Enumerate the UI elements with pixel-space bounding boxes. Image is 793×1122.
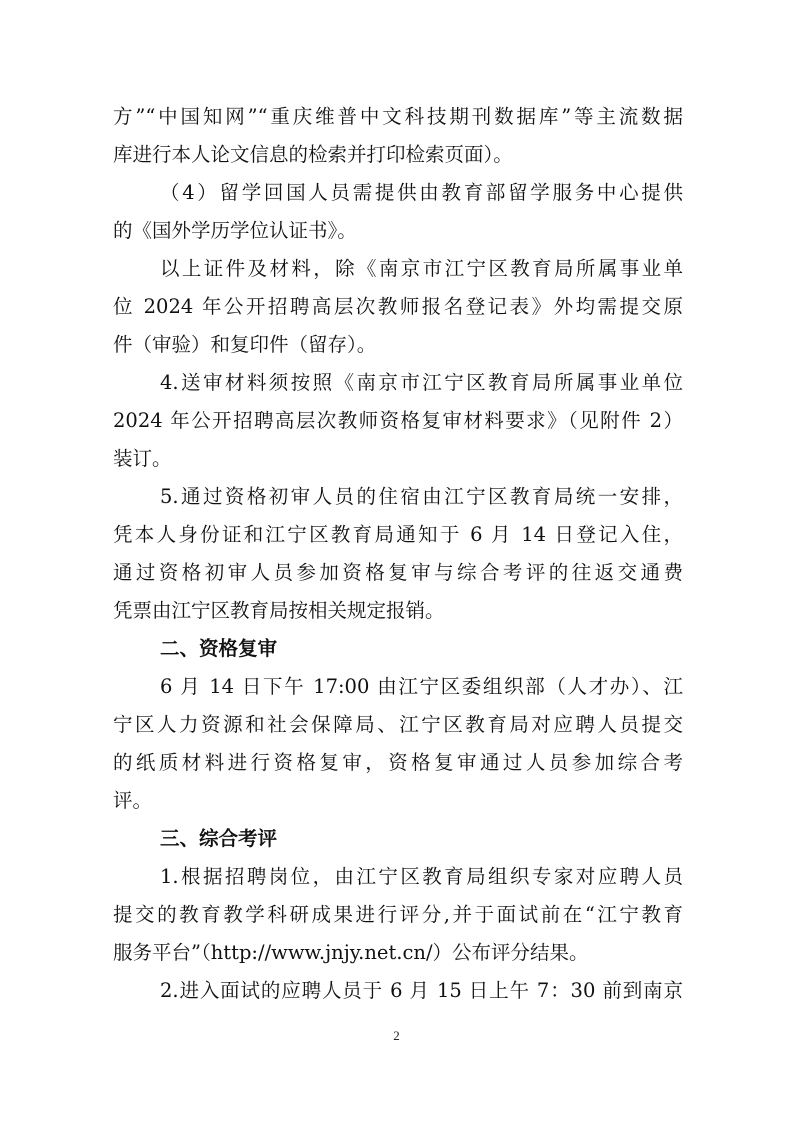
paragraph-line: 2024 年公开招聘高层次教师资格复审材料要求》（见附件 2）: [113, 409, 683, 432]
paragraph-line: 库进行本人论文信息的检索并打印检索页面）。: [113, 143, 513, 166]
paragraph-line: 方”“中国知网”“重庆维普中文科技期刊数据库”等主流数据: [113, 105, 683, 128]
section-heading-comprehensive-evaluation: 三、综合考评: [160, 827, 278, 850]
page-number: 2: [393, 1028, 400, 1043]
paragraph-line: 1.根据招聘岗位，由江宁区教育局组织专家对应聘人员: [160, 865, 683, 888]
paragraph-line: 提交的教育教学科研成果进行评分,并于面试前在“江宁教育: [113, 903, 683, 926]
paragraph-line: 宁区人力资源和社会保障局、江宁区教育局对应聘人员提交: [113, 713, 683, 736]
paragraph-line: 件（审验）和复印件（留存）。: [113, 333, 377, 356]
paragraph-line: 以上证件及材料，除《南京市江宁区教育局所属事业单: [160, 257, 683, 280]
section-heading-qualification-review: 二、资格复审: [160, 637, 278, 660]
paragraph-line: 6 月 14 日下午 17:00 由江宁区委组织部（人才办）、江: [160, 675, 683, 698]
paragraph-line: 评。: [113, 789, 153, 812]
paragraph-line: 4.送审材料须按照《南京市江宁区教育局所属事业单位: [160, 371, 683, 394]
paragraph-line: 位 2024 年公开招聘高层次教师报名登记表》外均需提交原: [113, 295, 683, 318]
paragraph-line: 的《国外学历学位认证书》。: [113, 219, 357, 242]
paragraph-line: （4）留学回国人员需提供由教育部留学服务中心提供: [160, 181, 683, 204]
paragraph-line: 凭票由江宁区教育局按相关规定报销。: [113, 599, 445, 622]
paragraph-line: 通过资格初审人员参加资格复审与综合考评的往返交通费: [113, 561, 683, 584]
paragraph-line: 的纸质材料进行资格复审，资格复审通过人员参加综合考: [113, 751, 683, 774]
paragraph-line: 5.通过资格初审人员的住宿由江宁区教育局统一安排，: [160, 485, 683, 508]
paragraph-line: 凭本人身份证和江宁区教育局通知于 6 月 14 日登记入住，: [113, 523, 683, 546]
paragraph-line: 服务平台”（http://www.jnjy.net.cn/）公布评分结果。: [113, 941, 589, 964]
paragraph-line: 装订。: [113, 447, 172, 470]
paragraph-line: 2.进入面试的应聘人员于 6 月 15 日上午 7：30 前到南京: [160, 979, 683, 1002]
